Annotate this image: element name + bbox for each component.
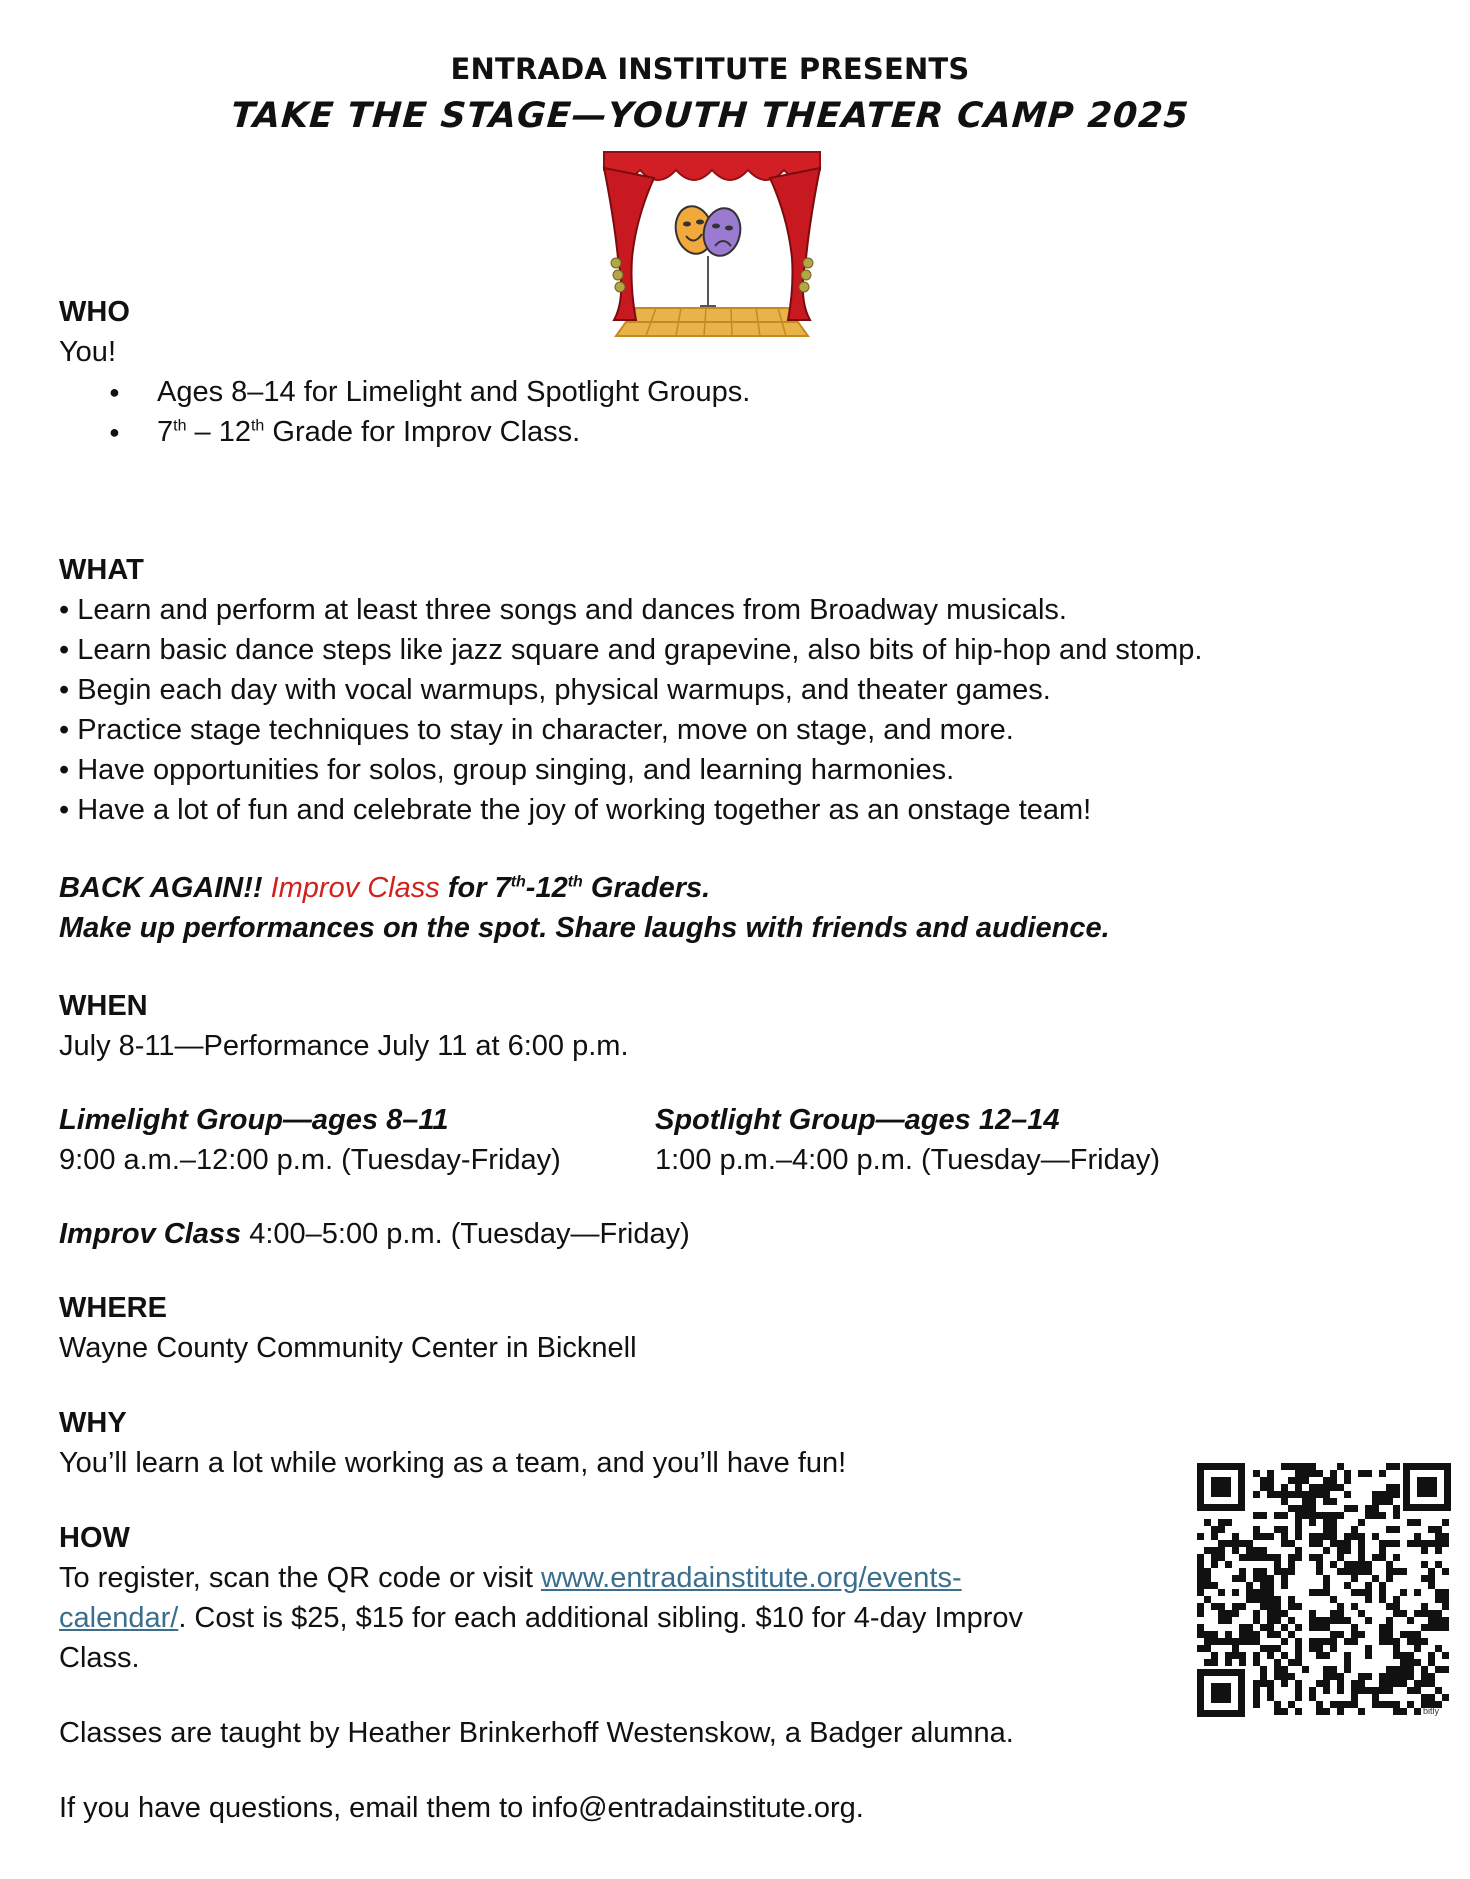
improv-schedule-time: 4:00–5:00 p.m. (Tuesday—Friday) — [241, 1218, 690, 1250]
spotlight-group — [655, 1100, 1160, 1180]
who-intro: You! — [59, 336, 116, 368]
how-section — [59, 1518, 1169, 1678]
list-item: • Practice stage techniques to stay in character, move on stage, and more. — [59, 714, 1014, 746]
where-section — [59, 1288, 637, 1368]
list-item: ● 7th – 12th Grade for Improv Class. — [59, 412, 750, 452]
spotlight-title: Spotlight Group—ages 12–14 — [655, 1104, 1060, 1136]
when-heading: WHEN — [59, 990, 148, 1022]
improv-schedule-label: Improv Class — [59, 1218, 242, 1250]
presenter-heading: ENTRADA INSTITUTE PRESENTS — [450, 52, 970, 86]
improv-class-highlight: Improv Class — [270, 872, 440, 904]
events-calendar-link[interactable]: www.entradainstitute.org/events- — [540, 1562, 962, 1594]
list-item: • Begin each day with vocal warmups, physical warmups, and theater games. — [59, 674, 1051, 706]
why-heading: WHY — [59, 1407, 127, 1439]
list-item: • Learn and perform at least three songs and dances from Broadway musicals. — [59, 594, 1067, 626]
who-section — [59, 292, 750, 452]
list-item: ● Ages 8–14 for Limelight and Spotlight Groups. — [59, 372, 750, 412]
when-dates: July 8-11—Performance July 11 at 6:00 p.m. — [59, 1030, 629, 1062]
contact-info: If you have questions, email them to info@entradainstitute.org. — [59, 1792, 864, 1824]
who-list — [59, 372, 750, 452]
improv-promo — [59, 868, 1110, 948]
spotlight-time: 1:00 p.m.–4:00 p.m. (Tuesday—Friday) — [655, 1144, 1161, 1176]
why-section — [59, 1403, 846, 1483]
limelight-group — [59, 1100, 679, 1180]
how-line1: To register, scan the QR code or visit www.entradainstitute.org/events- — [59, 1562, 962, 1594]
page-title: TAKE THE STAGE—YOUTH THEATER CAMP 2025 — [229, 96, 1191, 136]
how-line3: Class. — [59, 1642, 140, 1674]
improv-promo-line1: BACK AGAIN!! Improv Class for 7th-12th Graders. — [59, 872, 711, 904]
events-calendar-link-cont[interactable]: calendar/ — [59, 1602, 179, 1634]
list-item: • Learn basic dance steps like jazz square and grapevine, also bits of hip-hop and stomp. — [59, 634, 1203, 666]
limelight-time: 9:00 a.m.–12:00 p.m. (Tuesday-Friday) — [59, 1144, 561, 1176]
why-text: You’ll learn a lot while working as a team, and you’ll have fun! — [59, 1447, 847, 1479]
what-heading: WHAT — [59, 554, 144, 586]
improv-promo-line2: Make up performances on the spot. Share laughs with friends and audience. — [59, 912, 1110, 944]
who-heading: WHO — [59, 296, 130, 328]
where-heading: WHERE — [59, 1292, 167, 1324]
where-text: Wayne County Community Center in Bicknell — [59, 1332, 637, 1364]
teacher-info: Classes are taught by Heather Brinkerhoff Westenskow, a Badger alumna. — [59, 1717, 1014, 1749]
what-section — [59, 550, 1202, 830]
qr-code-icon[interactable] — [1197, 1463, 1451, 1717]
when-section — [59, 986, 629, 1066]
improv-schedule — [59, 1214, 690, 1254]
what-list — [59, 590, 1202, 830]
list-item: • Have a lot of fun and celebrate the joy of working together as an onstage team! — [59, 794, 1092, 826]
list-item: • Have opportunities for solos, group singing, and learning harmonies. — [59, 754, 955, 786]
how-heading: HOW — [59, 1522, 130, 1554]
how-line2: calendar/. Cost is $25, $15 for each additional sibling. $10 for 4-day Improv — [59, 1602, 1024, 1634]
qr-brand: bitly — [1423, 1706, 1440, 1716]
limelight-title: Limelight Group—ages 8–11 — [59, 1104, 449, 1136]
